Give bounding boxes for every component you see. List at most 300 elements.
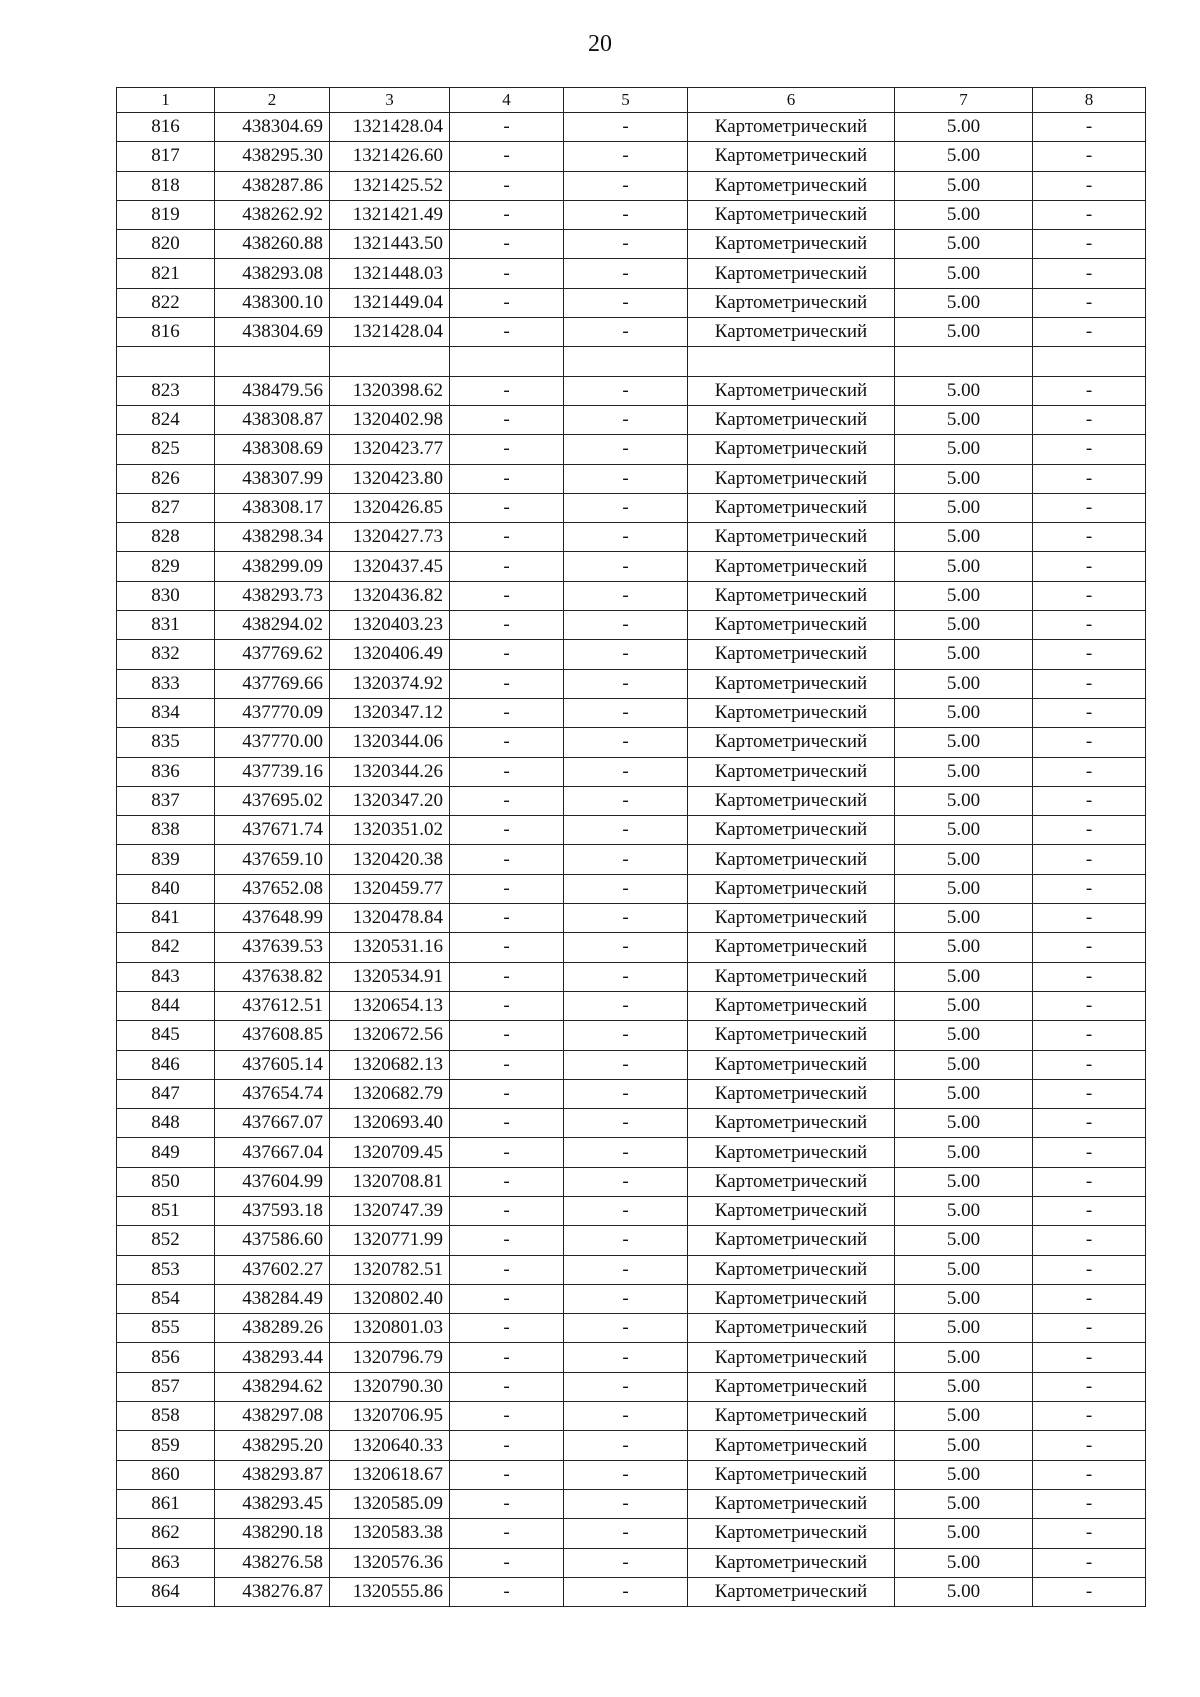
- x-coordinate-cell: 438479.56: [215, 376, 330, 405]
- accuracy-cell: 5.00: [895, 669, 1033, 698]
- col5-cell: -: [564, 1226, 688, 1255]
- table-row: [117, 874, 1146, 903]
- method-cell: Картометрический: [688, 1372, 895, 1401]
- y-coordinate-cell: 1320771.99: [330, 1226, 450, 1255]
- x-coordinate-cell: 438284.49: [215, 1284, 330, 1313]
- col8-cell: -: [1033, 640, 1146, 669]
- point-number-cell: 839: [117, 845, 215, 874]
- column-header: 5: [564, 88, 688, 113]
- y-coordinate-cell: 1320782.51: [330, 1255, 450, 1284]
- method-cell: Картометрический: [688, 1255, 895, 1284]
- method-cell: Картометрический: [688, 640, 895, 669]
- col5-cell: -: [564, 962, 688, 991]
- y-coordinate-cell: 1320403.23: [330, 611, 450, 640]
- point-number-cell: 846: [117, 1050, 215, 1079]
- y-coordinate-cell: 1321449.04: [330, 288, 450, 317]
- x-coordinate-cell: 437608.85: [215, 1021, 330, 1050]
- col5-cell: -: [564, 493, 688, 522]
- point-number-cell: 833: [117, 669, 215, 698]
- method-cell: [688, 347, 895, 376]
- x-coordinate-cell: 438300.10: [215, 288, 330, 317]
- col8-cell: -: [1033, 1343, 1146, 1372]
- accuracy-cell: 5.00: [895, 552, 1033, 581]
- table-row: [117, 1079, 1146, 1108]
- accuracy-cell: 5.00: [895, 1196, 1033, 1225]
- x-coordinate-cell: 437770.00: [215, 728, 330, 757]
- method-cell: Картометрический: [688, 1577, 895, 1606]
- y-coordinate-cell: 1320347.20: [330, 786, 450, 815]
- x-coordinate-cell: 438295.20: [215, 1431, 330, 1460]
- col4-cell: -: [450, 230, 564, 259]
- y-coordinate-cell: 1321428.04: [330, 318, 450, 347]
- x-coordinate-cell: 438260.88: [215, 230, 330, 259]
- col8-cell: -: [1033, 1079, 1146, 1108]
- y-coordinate-cell: 1320344.06: [330, 728, 450, 757]
- col4-cell: -: [450, 1548, 564, 1577]
- method-cell: Картометрический: [688, 259, 895, 288]
- col5-cell: -: [564, 1196, 688, 1225]
- col8-cell: -: [1033, 405, 1146, 434]
- x-coordinate-cell: 438294.62: [215, 1372, 330, 1401]
- col4-cell: -: [450, 376, 564, 405]
- point-number-cell: 830: [117, 581, 215, 610]
- table-row: [117, 435, 1146, 464]
- col4-cell: -: [450, 1519, 564, 1548]
- y-coordinate-cell: 1320427.73: [330, 523, 450, 552]
- col8-cell: -: [1033, 113, 1146, 142]
- col4-cell: -: [450, 405, 564, 434]
- x-coordinate-cell: 437667.07: [215, 1109, 330, 1138]
- accuracy-cell: 5.00: [895, 464, 1033, 493]
- y-coordinate-cell: 1320426.85: [330, 493, 450, 522]
- method-cell: Картометрический: [688, 142, 895, 171]
- col8-cell: -: [1033, 1196, 1146, 1225]
- y-coordinate-cell: 1320423.80: [330, 464, 450, 493]
- x-coordinate-cell: 437654.74: [215, 1079, 330, 1108]
- y-coordinate-cell: 1321425.52: [330, 171, 450, 200]
- table-row: [117, 376, 1146, 405]
- col5-cell: -: [564, 376, 688, 405]
- method-cell: Картометрический: [688, 816, 895, 845]
- table-row: [117, 757, 1146, 786]
- col5-cell: -: [564, 552, 688, 581]
- point-number-cell: 851: [117, 1196, 215, 1225]
- y-coordinate-cell: 1320347.12: [330, 698, 450, 727]
- method-cell: Картометрический: [688, 786, 895, 815]
- y-coordinate-cell: 1321428.04: [330, 113, 450, 142]
- accuracy-cell: 5.00: [895, 113, 1033, 142]
- y-coordinate-cell: 1320682.79: [330, 1079, 450, 1108]
- x-coordinate-cell: 438289.26: [215, 1314, 330, 1343]
- col5-cell: -: [564, 757, 688, 786]
- col5-cell: -: [564, 318, 688, 347]
- method-cell: Картометрический: [688, 669, 895, 698]
- col4-cell: -: [450, 640, 564, 669]
- point-number-cell: 820: [117, 230, 215, 259]
- y-coordinate-cell: 1320802.40: [330, 1284, 450, 1313]
- method-cell: Картометрический: [688, 376, 895, 405]
- method-cell: Картометрический: [688, 874, 895, 903]
- y-coordinate-cell: 1320708.81: [330, 1167, 450, 1196]
- point-number-cell: 857: [117, 1372, 215, 1401]
- col5-cell: -: [564, 1460, 688, 1489]
- col8-cell: -: [1033, 581, 1146, 610]
- x-coordinate-cell: 437667.04: [215, 1138, 330, 1167]
- accuracy-cell: 5.00: [895, 318, 1033, 347]
- column-header: 7: [895, 88, 1033, 113]
- col8-cell: -: [1033, 1577, 1146, 1606]
- accuracy-cell: 5.00: [895, 1284, 1033, 1313]
- x-coordinate-cell: 438293.73: [215, 581, 330, 610]
- accuracy-cell: 5.00: [895, 611, 1033, 640]
- col4-cell: -: [450, 523, 564, 552]
- col5-cell: -: [564, 1109, 688, 1138]
- col8-cell: -: [1033, 1226, 1146, 1255]
- x-coordinate-cell: 437695.02: [215, 786, 330, 815]
- table-row: [117, 1138, 1146, 1167]
- col8-cell: -: [1033, 493, 1146, 522]
- point-number-cell: 823: [117, 376, 215, 405]
- col8-cell: -: [1033, 171, 1146, 200]
- table-row: [117, 1489, 1146, 1518]
- accuracy-cell: 5.00: [895, 1021, 1033, 1050]
- table-row: [117, 113, 1146, 142]
- table-body: [117, 113, 1146, 1607]
- col5-cell: -: [564, 1021, 688, 1050]
- accuracy-cell: 5.00: [895, 1372, 1033, 1401]
- col8-cell: -: [1033, 142, 1146, 171]
- col8-cell: -: [1033, 1255, 1146, 1284]
- col4-cell: -: [450, 698, 564, 727]
- col8-cell: -: [1033, 288, 1146, 317]
- accuracy-cell: 5.00: [895, 376, 1033, 405]
- col4-cell: -: [450, 786, 564, 815]
- accuracy-cell: 5.00: [895, 493, 1033, 522]
- col5-cell: -: [564, 1050, 688, 1079]
- table-row: [117, 200, 1146, 229]
- column-header: 1: [117, 88, 215, 113]
- col8-cell: -: [1033, 1050, 1146, 1079]
- point-number-cell: 840: [117, 874, 215, 903]
- col5-cell: -: [564, 435, 688, 464]
- col8-cell: -: [1033, 464, 1146, 493]
- col5-cell: -: [564, 698, 688, 727]
- x-coordinate-cell: 437770.09: [215, 698, 330, 727]
- y-coordinate-cell: 1321443.50: [330, 230, 450, 259]
- point-number-cell: 844: [117, 991, 215, 1020]
- x-coordinate-cell: 438287.86: [215, 171, 330, 200]
- x-coordinate-cell: 437652.08: [215, 874, 330, 903]
- col5-cell: -: [564, 1548, 688, 1577]
- point-number-cell: [117, 347, 215, 376]
- col5-cell: -: [564, 230, 688, 259]
- point-number-cell: 853: [117, 1255, 215, 1284]
- accuracy-cell: 5.00: [895, 1050, 1033, 1079]
- x-coordinate-cell: 438304.69: [215, 318, 330, 347]
- col5-cell: -: [564, 142, 688, 171]
- y-coordinate-cell: 1320585.09: [330, 1489, 450, 1518]
- col8-cell: -: [1033, 200, 1146, 229]
- col8-cell: -: [1033, 1138, 1146, 1167]
- col4-cell: -: [450, 874, 564, 903]
- col5-cell: -: [564, 933, 688, 962]
- accuracy-cell: 5.00: [895, 1109, 1033, 1138]
- accuracy-cell: 5.00: [895, 1402, 1033, 1431]
- table-row: [117, 640, 1146, 669]
- accuracy-cell: 5.00: [895, 874, 1033, 903]
- y-coordinate-cell: 1320801.03: [330, 1314, 450, 1343]
- point-number-cell: 843: [117, 962, 215, 991]
- accuracy-cell: 5.00: [895, 933, 1033, 962]
- x-coordinate-cell: 438307.99: [215, 464, 330, 493]
- method-cell: Картометрический: [688, 435, 895, 464]
- y-coordinate-cell: 1320747.39: [330, 1196, 450, 1225]
- point-number-cell: 860: [117, 1460, 215, 1489]
- x-coordinate-cell: 437659.10: [215, 845, 330, 874]
- point-number-cell: 825: [117, 435, 215, 464]
- y-coordinate-cell: 1320406.49: [330, 640, 450, 669]
- col8-cell: -: [1033, 1431, 1146, 1460]
- y-coordinate-cell: 1320351.02: [330, 816, 450, 845]
- table-row: [117, 552, 1146, 581]
- col4-cell: -: [450, 288, 564, 317]
- col8-cell: -: [1033, 904, 1146, 933]
- col8-cell: -: [1033, 962, 1146, 991]
- point-number-cell: 850: [117, 1167, 215, 1196]
- table-row: [117, 1284, 1146, 1313]
- col4-cell: -: [450, 845, 564, 874]
- method-cell: Картометрический: [688, 1314, 895, 1343]
- table-row: [117, 171, 1146, 200]
- x-coordinate-cell: 438308.87: [215, 405, 330, 434]
- table-row: [117, 581, 1146, 610]
- col4-cell: -: [450, 1050, 564, 1079]
- y-coordinate-cell: 1320706.95: [330, 1402, 450, 1431]
- x-coordinate-cell: 437602.27: [215, 1255, 330, 1284]
- method-cell: Картометрический: [688, 493, 895, 522]
- point-number-cell: 849: [117, 1138, 215, 1167]
- x-coordinate-cell: 438308.17: [215, 493, 330, 522]
- col5-cell: -: [564, 845, 688, 874]
- point-number-cell: 831: [117, 611, 215, 640]
- table-header-row: [117, 88, 1146, 113]
- col8-cell: [1033, 347, 1146, 376]
- point-number-cell: 858: [117, 1402, 215, 1431]
- accuracy-cell: 5.00: [895, 962, 1033, 991]
- col5-cell: -: [564, 786, 688, 815]
- table-row: [117, 1460, 1146, 1489]
- column-header: 2: [215, 88, 330, 113]
- y-coordinate-cell: 1320790.30: [330, 1372, 450, 1401]
- accuracy-cell: 5.00: [895, 1431, 1033, 1460]
- method-cell: Картометрический: [688, 1460, 895, 1489]
- page-number: 20: [588, 31, 612, 57]
- col5-cell: -: [564, 405, 688, 434]
- col5-cell: -: [564, 259, 688, 288]
- point-number-cell: 821: [117, 259, 215, 288]
- table-row: [117, 1314, 1146, 1343]
- col4-cell: [450, 347, 564, 376]
- col4-cell: -: [450, 1021, 564, 1050]
- col8-cell: -: [1033, 757, 1146, 786]
- col4-cell: -: [450, 1402, 564, 1431]
- column-header: 6: [688, 88, 895, 113]
- x-coordinate-cell: 438298.34: [215, 523, 330, 552]
- accuracy-cell: 5.00: [895, 523, 1033, 552]
- method-cell: Картометрический: [688, 1226, 895, 1255]
- col4-cell: -: [450, 1196, 564, 1225]
- accuracy-cell: 5.00: [895, 259, 1033, 288]
- col4-cell: -: [450, 1226, 564, 1255]
- point-number-cell: 819: [117, 200, 215, 229]
- col5-cell: -: [564, 904, 688, 933]
- x-coordinate-cell: [215, 347, 330, 376]
- accuracy-cell: 5.00: [895, 757, 1033, 786]
- accuracy-cell: 5.00: [895, 1255, 1033, 1284]
- col5-cell: -: [564, 1255, 688, 1284]
- table-row: [117, 1402, 1146, 1431]
- col5-cell: -: [564, 669, 688, 698]
- col8-cell: -: [1033, 1548, 1146, 1577]
- col4-cell: -: [450, 1079, 564, 1108]
- col5-cell: -: [564, 288, 688, 317]
- method-cell: Картометрический: [688, 523, 895, 552]
- col4-cell: -: [450, 1343, 564, 1372]
- accuracy-cell: 5.00: [895, 1548, 1033, 1577]
- col4-cell: -: [450, 816, 564, 845]
- y-coordinate-cell: 1320531.16: [330, 933, 450, 962]
- y-coordinate-cell: 1320478.84: [330, 904, 450, 933]
- x-coordinate-cell: 437605.14: [215, 1050, 330, 1079]
- point-number-cell: 856: [117, 1343, 215, 1372]
- col4-cell: -: [450, 318, 564, 347]
- method-cell: Картометрический: [688, 552, 895, 581]
- col8-cell: -: [1033, 874, 1146, 903]
- table-row: [117, 933, 1146, 962]
- table-row: [117, 1226, 1146, 1255]
- method-cell: Картометрический: [688, 1021, 895, 1050]
- y-coordinate-cell: 1320618.67: [330, 1460, 450, 1489]
- table-row: [117, 230, 1146, 259]
- table-row: [117, 669, 1146, 698]
- method-cell: Картометрический: [688, 1402, 895, 1431]
- accuracy-cell: [895, 347, 1033, 376]
- table-row: [117, 1109, 1146, 1138]
- x-coordinate-cell: 437593.18: [215, 1196, 330, 1225]
- method-cell: Картометрический: [688, 200, 895, 229]
- method-cell: Картометрический: [688, 1431, 895, 1460]
- table-row: [117, 1431, 1146, 1460]
- col8-cell: -: [1033, 933, 1146, 962]
- method-cell: Картометрический: [688, 1167, 895, 1196]
- table-row: [117, 991, 1146, 1020]
- col4-cell: -: [450, 493, 564, 522]
- col4-cell: -: [450, 581, 564, 610]
- column-header: 8: [1033, 88, 1146, 113]
- method-cell: Картометрический: [688, 1079, 895, 1108]
- col4-cell: -: [450, 1255, 564, 1284]
- point-number-cell: 826: [117, 464, 215, 493]
- table-row: [117, 493, 1146, 522]
- point-number-cell: 841: [117, 904, 215, 933]
- accuracy-cell: 5.00: [895, 1489, 1033, 1518]
- method-cell: Картометрический: [688, 230, 895, 259]
- col4-cell: -: [450, 1577, 564, 1606]
- col4-cell: -: [450, 757, 564, 786]
- y-coordinate-cell: 1321421.49: [330, 200, 450, 229]
- accuracy-cell: 5.00: [895, 142, 1033, 171]
- col4-cell: -: [450, 1372, 564, 1401]
- x-coordinate-cell: 437769.66: [215, 669, 330, 698]
- y-coordinate-cell: 1320423.77: [330, 435, 450, 464]
- col8-cell: -: [1033, 845, 1146, 874]
- col8-cell: -: [1033, 611, 1146, 640]
- x-coordinate-cell: 438304.69: [215, 113, 330, 142]
- table-row: [117, 259, 1146, 288]
- method-cell: Картометрический: [688, 728, 895, 757]
- point-number-cell: 837: [117, 786, 215, 815]
- col8-cell: -: [1033, 1489, 1146, 1518]
- x-coordinate-cell: 437671.74: [215, 816, 330, 845]
- table-row: [117, 1519, 1146, 1548]
- method-cell: Картометрический: [688, 581, 895, 610]
- col4-cell: -: [450, 669, 564, 698]
- col4-cell: -: [450, 611, 564, 640]
- method-cell: Картометрический: [688, 933, 895, 962]
- method-cell: Картометрический: [688, 1138, 895, 1167]
- point-number-cell: 818: [117, 171, 215, 200]
- col4-cell: -: [450, 113, 564, 142]
- col5-cell: -: [564, 1402, 688, 1431]
- col5-cell: -: [564, 200, 688, 229]
- col5-cell: -: [564, 1284, 688, 1313]
- col4-cell: -: [450, 962, 564, 991]
- point-number-cell: 859: [117, 1431, 215, 1460]
- point-number-cell: 838: [117, 816, 215, 845]
- table-row: [117, 1372, 1146, 1401]
- col4-cell: -: [450, 1284, 564, 1313]
- table-row: [117, 698, 1146, 727]
- x-coordinate-cell: 438299.09: [215, 552, 330, 581]
- accuracy-cell: 5.00: [895, 230, 1033, 259]
- point-number-cell: 822: [117, 288, 215, 317]
- table-row: [117, 962, 1146, 991]
- table-row: [117, 816, 1146, 845]
- method-cell: Картометрический: [688, 1109, 895, 1138]
- x-coordinate-cell: 437769.62: [215, 640, 330, 669]
- y-coordinate-cell: 1320672.56: [330, 1021, 450, 1050]
- point-number-cell: 816: [117, 113, 215, 142]
- y-coordinate-cell: 1320436.82: [330, 581, 450, 610]
- table-row: [117, 1548, 1146, 1577]
- col4-cell: -: [450, 142, 564, 171]
- col4-cell: -: [450, 1109, 564, 1138]
- point-number-cell: 863: [117, 1548, 215, 1577]
- col8-cell: -: [1033, 1314, 1146, 1343]
- col8-cell: -: [1033, 698, 1146, 727]
- col4-cell: -: [450, 171, 564, 200]
- accuracy-cell: 5.00: [895, 200, 1033, 229]
- accuracy-cell: 5.00: [895, 405, 1033, 434]
- table-row: [117, 1343, 1146, 1372]
- x-coordinate-cell: 438276.58: [215, 1548, 330, 1577]
- accuracy-cell: 5.00: [895, 640, 1033, 669]
- col5-cell: -: [564, 1314, 688, 1343]
- col4-cell: -: [450, 1167, 564, 1196]
- method-cell: Картометрический: [688, 611, 895, 640]
- col4-cell: -: [450, 552, 564, 581]
- point-number-cell: 816: [117, 318, 215, 347]
